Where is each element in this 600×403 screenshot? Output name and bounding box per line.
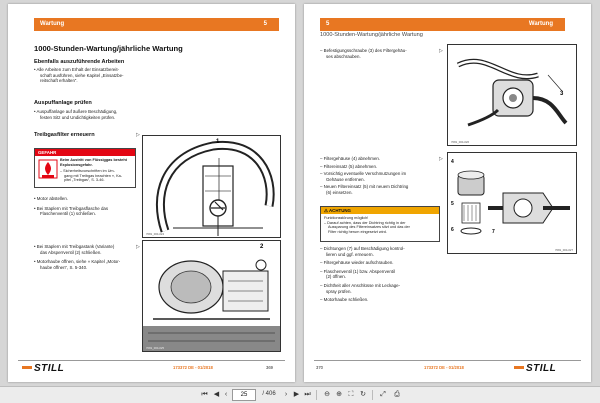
bullet-line: • Motor abstellen. [34,196,69,201]
filter-housing-illustration [448,45,576,145]
figure-callout: 2 [260,244,264,250]
document-id: 173372 DE - 01/2018 [424,365,464,370]
fullscreen-icon[interactable]: ⤢ [380,391,386,398]
still-logo: STILL [526,363,557,374]
attention-triangle-icon: ⚠ [324,208,328,213]
text-line: (6) einsetzen. [326,189,353,195]
bullet-line: – Motorhaube schließen. [320,297,369,303]
page-total: / 406 [262,391,276,397]
page-number: 369 [266,365,273,370]
danger-box [34,148,136,188]
bullet-line: • Bei Staplern mit Treibgasflasche das [34,205,109,211]
header-subtitle: 1000-Stunden-Wartung/jährliche Wartung [320,32,423,38]
figure-callout: 5 [451,201,454,207]
zoom-out-icon[interactable]: ⊖ [324,391,330,398]
figure-filter-housing-screw [447,44,577,146]
next-arrow-icon[interactable]: › [284,391,288,398]
footer-rule [18,360,285,361]
bullet-line: – Neuen Filtereinsatz (5) mit neuem Dichtring [320,184,409,190]
danger-flame-icon [37,158,59,182]
figure-pointer-icon: ▷ [439,48,443,54]
filter-parts-illustration [448,153,576,253]
step-list-b [34,244,120,270]
toolbar-separator [372,390,373,400]
section-header-label: Wartung [40,21,65,27]
text-line: spray prüfen. [326,288,352,294]
still-logo: STILL [34,363,65,374]
text-block [34,67,123,84]
rotate-icon[interactable]: ↻ [360,391,366,398]
chapter-number: 5 [263,21,267,27]
text-line: (2) öffnen. [326,274,346,280]
danger-title: GEFAHR [35,149,135,156]
prev-arrow-icon[interactable]: ‹ [224,391,228,398]
toolbar-separator [316,390,317,400]
bullet-line: • Bei Staplern mit Treibgastank (Variante) [34,244,115,249]
step-list [320,156,408,196]
attention-text: Funktionsstörung möglich! – Darauf achten, dass der Dichtring richtig in der Aussparung des Filtereinsatzes sitzt und das der Filter richtig herum eingesetzt wird. [324,216,410,234]
figure-callout: 4 [451,159,454,165]
bullet-line: – Dichtungen (7) auf Beschädigung kontrol- [320,246,405,251]
left-page [8,4,295,382]
section-heading: Treibgasfilter erneuern [34,132,95,138]
text-line: lieren und ggf. erneuern. [326,251,374,257]
section-header-label: Wartung [528,21,553,27]
step-list-2 [320,246,405,303]
step-list-a [34,196,108,217]
figure-pointer-icon: ▷ [439,156,443,162]
section-header-bar [34,18,279,31]
next-page-button[interactable]: ▶ [293,391,300,398]
tank-illustration [143,241,280,351]
section-heading: Auspuffanlage prüfen [34,100,92,106]
print-icon[interactable]: ⎙ [394,391,400,398]
figure-filter-parts [447,152,577,254]
bullet-line: – Filtergehäuse wieder aufschrauben. [320,260,394,266]
bullet-line: • Auspuffanlage auf äußere Beschädigung, [34,109,118,114]
bullet-line: – Vorsichtig eventuelle Verschmutzungen im [320,171,407,177]
bullet-line: – Dichtheit aller Anschlüsse mit Leckage- [320,282,401,288]
text-line: reitschaft erhalten“. [40,78,78,84]
viewer-toolbar [0,386,600,403]
step-text [320,48,407,59]
section-heading: Ebenfalls auszuführende Arbeiten [34,59,125,65]
document-id: 173372 DE - 01/2018 [173,365,213,370]
last-page-button[interactable]: ⏭ [304,391,311,398]
fit-page-icon[interactable]: ⛶ [348,391,354,398]
right-page [304,4,591,382]
figure-pointer-icon: ▷ [136,244,140,250]
bullet-line: • Alle Arbeiten zum Erhalt der Einsatzbereit- [34,67,120,72]
bullet-line: – Filtereinsatz (5) abnehmen. [320,163,378,169]
logo-accent-bar [514,366,524,369]
figure-id: 7081_004-025 [146,346,165,350]
figure-callout: 6 [451,227,454,233]
text-line: schaft ausführen, siehe Kapitel „Einsatzbe- [40,72,124,78]
bullet-line: – Filtergehäuse (4) abnehmen. [320,156,381,161]
bullet-line: – Befestigungsschraube (3) des Filtergehäu- [320,48,407,53]
figure-gas-tank-valve [142,240,281,352]
attention-title: ⚠ ACHTUNG [321,207,439,214]
previous-page-button[interactable]: ◀ [213,391,220,398]
attention-box [320,206,440,242]
text-line: haube öffnen“, S. 5-340. [40,264,88,270]
valve-illustration [143,136,280,237]
text-block [34,109,117,120]
page-number-input[interactable] [232,389,256,401]
section-header-bar [320,18,565,31]
danger-bullet: – Sicherheitsvorschriften im Um- gang mit Treibgas beachten », Ka- pitel „Treibgas“, S. 3-46. [60,169,123,183]
figure-pointer-icon: ▷ [136,132,140,138]
text-line: Gehäuse entfernen. [326,176,365,182]
logo-accent-bar [22,366,32,369]
figure-id: 7081_004-026 [451,140,470,144]
figure-callout: 1 [216,139,220,145]
text-line: festen Sitz und Undichtigkeiten prüfen. [40,114,116,120]
bullet-line: • Motorhaube öffnen, siehe » Kapitel „Motor- [34,259,121,265]
zoom-in-icon[interactable]: ⊕ [336,391,342,398]
figure-callout: 7 [492,229,495,235]
danger-text: Beim Austritt von Flüssiggas besteht Explosionsgefahr. [60,158,127,167]
page-title: 1000-Stunden-Wartung/jährliche Wartung [34,44,183,53]
page-number: 370 [316,365,323,370]
text-line: das Absperrventil (2) schließen. [40,249,102,255]
chapter-number: 5 [326,21,330,27]
figure-id: 7081_004-027 [554,248,573,252]
text-line: Flaschenventil (1) schließen. [40,211,96,217]
figure-callout: 3 [560,91,564,97]
figure-id: 7081_004-024 [146,232,165,236]
first-page-button[interactable]: ⏮ [201,391,208,398]
bullet-line: – Flaschenventil (1) bzw. Absperrventil [320,268,395,274]
text-line: ses abschrauben. [326,53,361,59]
figure-gas-bottle-valve [142,135,281,238]
footer-rule [314,360,581,361]
